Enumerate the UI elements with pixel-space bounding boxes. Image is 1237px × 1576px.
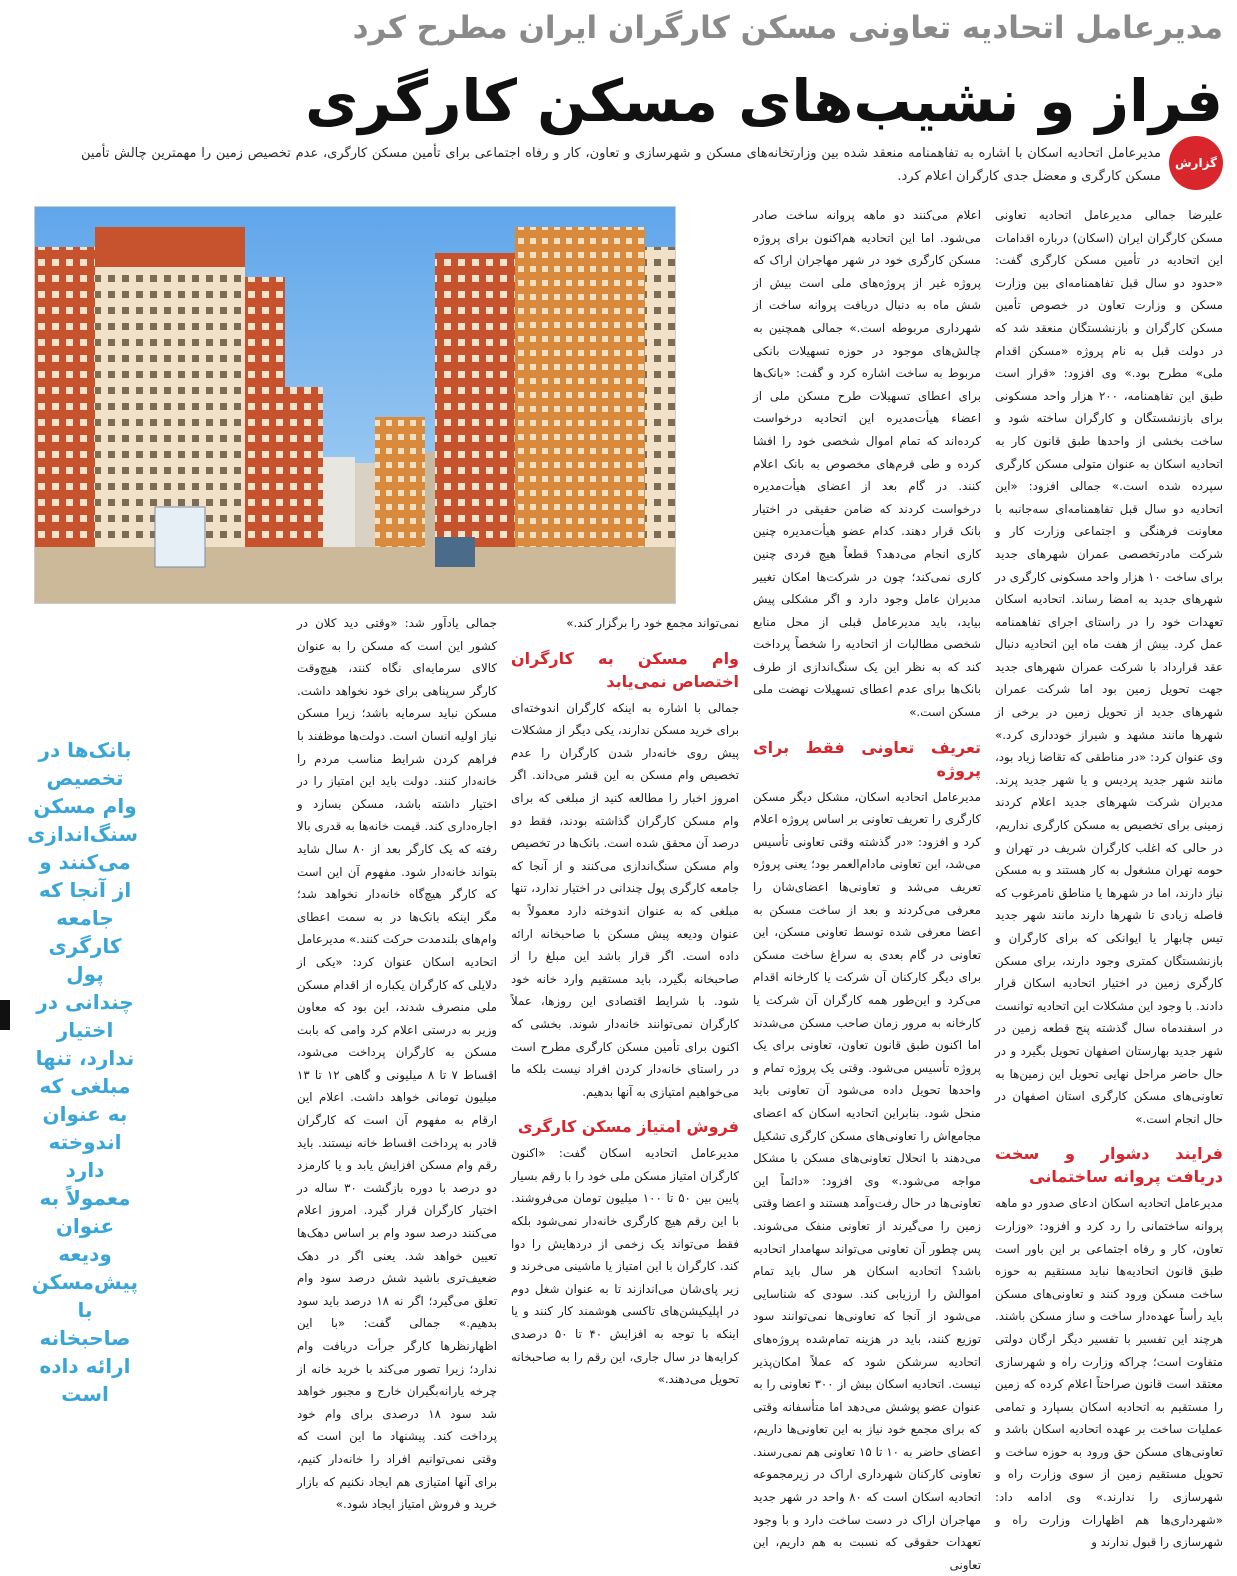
buildings-illustration xyxy=(35,207,675,603)
body-paragraph: مدیرعامل اتحادیه اسکان، مشکل دیگر مسکن کارگری را تعریف تعاونی بر اساس پروژه اعلام کرد و افزود: «در گذشته وقتی تعاونی تأسیس می‌شد، این تعاونی مادام‌العمر بود؛ یعنی پروژه تعریف می‌شد و تعاونی‌ها اعضای‌شان را معرفی می‌کردند و بعد از ساخت مسکن به اعضا معرفی شده توسط تعاونی مسکن، این تعاونی در گام بعدی به سراغ ساخت مسکن برای دیگر کارکنان آن شرکت یا کارخانه اقدام می‌کرد و این‌طور همه کارگران آن شرکت یا کارخانه به مرور زمان صاحب مسکن می‌شدند اما اکنون طبق قانون تعاون، تعاونی برای یک پروژه تأسیس می‌شود. وقتی یک پروژه تمام و واحدها تحویل داده می‌شود آن تعاونی باید منحل شود. بنابراین اتحادیه اسکان که اعضای مجامع‌اش را تعاونی‌های مسکن کارگری تشکیل می‌دهند با انحلال تعاونی‌های مسکن با مشکل مواجه می‌شود.» وی افزود: «دائماً این تعاونی‌ها در حال رفت‌وآمد هستند و اعضا وقتی زمین را می‌گیرند از تعاونی منفک می‌شوند. پس چطور آن تعاونی می‌تواند سهامدار اتحادیه باشد؟ اتحادیه اسکان هر سال باید تمام اموالش را ارزیابی کند. سودی که شناسایی می‌شود از آنجا که تعاونی‌ها نمی‌توانند سود توزیع کنند، باید در هزینه تمام‌شده پروژه‌های اتحادیه سرشکن شود که عملاً امکان‌پذیر نیست. اتحادیه اسکان بیش از ۳۰۰ تعاونی را به عنوان عضو پوشش می‌دهد اما متأسفانه وقتی که برای مجمع خود نیاز به این تعاونی‌ها داریم، اعضای حاضر به ۱۰ تا ۱۵ تعاونی هم نمی‌رسند. تعاونی کارکنان شهرداری اراک در زیرمجموعه اتحادیه اسکان است که ۸۰ واحد در شهر جدید مهاجران اراک در دست ساخت دارد و با وجود تعهدات حقوقی که نسبت به هم داریم، این تعاونی xyxy=(753,789,982,1572)
body-paragraph: اعلام می‌کنند دو ماهه پروانه ساخت صادر می‌شود. اما این اتحادیه هم‌اکنون برای پروژه مسکن کارگری خود در شهر مهاجران اراک که پروژه غیر از پروژه‌های ملی است بیش از شش ماه به دنبال دریافت پروانه ساخت از شهرداری مربوطه است.» جمالی همچنین به چالش‌های موجود در حوزه تسهیلات بانکی مربوط به ساخت اشاره کرد و گفت: «بانک‌ها برای اعطای تسهیلات طرح مسکن ملی از اعضاء هیأت‌مدیره این اتحادیه درخواست کرده‌اند که تمام اموال شخصی خود را افشا کرده و طی فرم‌های مخصوص به بانک اعلام کنند. در گام بعد از اعضای هیأت‌مدیره درخواست کردند که ضامن حقیقی در اختیار بانک قرار دهند. کدام عضو هیأت‌مدیره چنین کاری انجام می‌دهد؟ قطعاً هیچ فردی چنین کاری نمی‌کند؛ چون در شرکت‌ها امکان تغییر مدیران عامل وجود دارد و اگر مشکلی پیش بیاید، باید مدیرعامل قبلی از محل منابع شخصی مطالبات از اتحادیه را شخصاً پرداخت کند که به نظر این یک سنگ‌اندازی از طرف بانک‌ها برای عدم اعطای تسهیلات نهضت ملی مسکن است.» xyxy=(753,208,981,720)
edge-mark xyxy=(0,1000,10,1030)
subheading: وام مسکن به کارگران اختصاص نمی‌یابد xyxy=(511,648,739,691)
column-4 xyxy=(297,612,497,1512)
body-paragraph: جمالی با اشاره به اینکه کارگران اندوخته‌ای برای خرید مسکن ندارند، یکی دیگر از مشکلات پیش روی خانه‌دار شدن کارگران را عدم تخصیص وام مسکن به این قشر می‌داند. اگر امروز اخبار را مطالعه کنید از مبلغی که برای وام مسکن کارگران گذاشته بودند، فقط دو درصد آن محقق شده است. بانک‌ها در تخصیص وام مسکن سنگ‌اندازی می‌کنند و از آنجا که جامعه کارگری پول چندانی در اختیار ندارد، تنها مبلغی که به عنوان اندوخته دارد معمولاً به عنوان ودیعه پیش مسکن با صاحبخانه ارائه داده است. اگر قرار باشد این مبلغ را از صاحبخانه بگیرد، باید مستقیم وارد خانه خود شود. با شرایط اقتصادی این روزها، عملاً کارگران نمی‌توانند خانه‌دار شوند. بخشی که اکنون برای تأمین مسکن کارگری مطرح است در راستای خانه‌دار کردن افراد نیست بلکه ما می‌خواهیم امتیازی به آنها بدهیم. xyxy=(511,700,739,1099)
column-1 xyxy=(995,204,1223,1550)
column-3 xyxy=(511,612,739,1387)
lead-paragraph: مدیرعامل اتحادیه اسکان با اشاره به تفاهمنامه منعقد شده بین وزارتخانه‌های مسکن و شهرسازی و تعاون، کار و رفاه اجتماعی برای تأمین مسکن کارگری، عدم تخصیص زمین را مهمترین چالش تأمین مسکن کارگری و معضل جدی کارگران اعلام کرد. xyxy=(81,146,1161,184)
body-paragraph: نمی‌تواند مجمع خود را برگزار کند.» xyxy=(566,616,739,630)
kicker: مدیرعامل اتحادیه تعاونی مسکن کارگران ایران مطرح کرد xyxy=(352,10,1223,46)
subheading: فرایند دشوار و سخت دریافت پروانه ساختمانی xyxy=(995,1144,1223,1187)
body-paragraph: علیرضا جمالی مدیرعامل اتحادیه تعاونی مسکن کارگران ایران (اسکان) درباره اقدامات این اتحادیه در تأمین مسکن کارگری گفت: «حدود دو سال قبل تفاهمنامه‌ای بین وزارت مسکن و وزارت تعاون در خصوص تأمین مسکن کارگران و بازنشستگان منعقد شد که در دولت قبل به نام پروژه «مسکن اقدام ملی» مطرح بود.» وی افزود: «قرار است طبق این تفاهمنامه، ۲۰۰ هزار واحد مسکونی برای بازنشستگان و کارگران ساخته شود و ساخت بخشی از واحدها طبق قانون کار به اتحادیه اسکان به عنوان متولی مسکن کارگری سپرده شده است.» جمالی افزود: «این اتحادیه دو سال قبل تفاهمنامه‌ای سه‌جانبه با معاونت فرهنگی و اجتماعی وزارت کار و شرکت مادرتخصصی عمران شهرهای جدید برای ساخت ۱۰ هزار واحد مسکونی کارگری در شهرهای جدید به امضا رساند. اتحادیه اسکان تعهدات خود را در راستای اجرای تفاهمنامه عمل کرد. بیش از هفت ماه این اتحادیه دنبال عقد قرارداد با شرکت عمران شهرهای جدید جهت تحویل زمین بود اما شرکت عمران شهرهای جدید از تحویل زمین در برخی از شهرها مانند مشهد و شیراز خودداری کرد.» وی عنوان کرد: «در مناطقی که تقاضا زیاد بود، مانند شهر جدید پردیس و یا شهر جدید پرند. مدیران شرکت شهرهای جدید اعلام کردند زمینی برای تخصیص به مسکن کارگری نداریم، در حالی که اغلب کارگران شریف در تهران و حومه تهران مشغول به کار هستند و به مسکن نیاز دارند، اما در شهرها یا مناطق نامرغوب که فاصله زیادی تا شهرها دارند مانند شهر جدید تیس چابهار یا ایوانکی که برای کارگران و بازنشستگان کمتری وجود دارند، برای مسکن کارگری زمین در اختیار اتحادیه اسکان قرار دادند. با وجود این مشکلات این اتحادیه توانست در اسفندماه سال گذشته پنج قطعه زمین در شهر جدید بهارستان اصفهان تحویل بگیرد و در حال حاضر مراحل نهایی تحویل این زمین‌ها به تعاونی‌های مسکن کارگری استان اصفهان در حال انجام است.» xyxy=(995,208,1223,1126)
report-badge: گزارش xyxy=(1169,136,1223,190)
buildings-photo xyxy=(34,206,676,604)
body-paragraph: جمالی یادآور شد: «وقتی دید کلان در کشور این است که مسکن را به عنوان کالای سرمایه‌ای نگاه کنند، هیچ‌وقت کارگر سرپناهی برای خود نخواهد داشت. مسکن نباید سرمایه باشد؛ زیرا مسکن نیاز اولیه انسان است. دولت‌ها موظفند با فراهم کردن شرایط مناسب مردم را خانه‌دار کنند. دولت باید این امتیاز را در اختیار داشته باشد، مسکن بسازد و اجاره‌داری کند. قیمت خانه‌ها به قدری بالا رفته که یک کارگر بعد از ۸۰ سال شاید بتواند خانه‌دار شود. مفهوم آن این است که کارگر هیچ‌گاه خانه‌دار نخواهد شد؛ مگر اینکه بانک‌ها در به سمت اعطای وام‌های بلندمدت حرکت کنند.» مدیرعامل اتحادیه اسکان عنوان کرد: «یکی از دلایلی که کارگران یکباره از اقدام مسکن ملی منصرف شدند، این بود که معاون وزیر به درستی اعلام کرد وامی که بابت مسکن به کارگران پرداخت می‌شود، اقساط ۷ تا ۸ میلیونی و گاهی ۱۲ تا ۱۳ میلیون تومانی خواهد داشت. اعلام این ارقام به مفهوم آن است که کارگران قادر به پرداخت اقساط خانه نیستند. باید رقم وام مسکن افزایش یابد و یا کارمزد دو درصد با دوره بازگشت ۳۰ ساله در اختیار کارگران قرار گیرد. امروز اعلام می‌کنند درصد سود وام بر اساس دهک‌ها تعیین خواهد شد. یعنی اگر در دهک ضعیف‌تری باشید شش درصد سود وام تعلق می‌گیرد؛ اگر نه ۱۸ درصد باید سود بدهیم.» جمالی گفت: «با این اظهارنظرها کارگر جرأت دریافت وام ندارد؛ زیرا تصور می‌کند با خرید خانه از چرخه یارانه‌بگیران خارج و مجبور خواهد شد سود ۱۸ درصدی برای وام خود پرداخت کند. پیشنهاد ما این است که وقتی نمی‌توانیم افراد را خانه‌دار کنیم، برای آنها امتیازی هم ایجاد نکنیم که بازار خرید و فروش امتیاز ایجاد شود.» xyxy=(297,616,497,1512)
subheading: فروش امتیاز مسکن کارگری xyxy=(517,1117,739,1137)
headline: فراز و نشیب‌های مسکن کارگری xyxy=(305,67,1223,135)
pull-quote: بانک‌ها در تخصیص وام مسکن سنگ‌اندازی می‌کنند و از آنجا که جامعه کارگری پول چندانی در اختیار ندارد، تنها مبلغی که به عنوان اندوخته دارد معمولاً به عنوان ودیعه پیش‌مسکن با صاحبخانه ارائه داده است xyxy=(27,738,138,1406)
body-paragraph: مدیرعامل اتحادیه اسکان گفت: «اکنون کارگران امتیاز مسکن ملی خود را با رقم بسیار پایین بین ۵۰ تا ۱۰۰ میلیون تومان می‌فروشند. با این رقم هیچ کارگری خانه‌دار نمی‌شود بلکه فقط می‌تواند یک زخمی از دردهایش را دوا کند. کارگران با این امتیاز یا ماشینی می‌خرند و زیر پای‌شان می‌اندازند تا به عنوان شغل دوم در اپلیکیشن‌های تاکسی هوشمند کار کنند و یا اینکه با توجه به افزایش ۴۰ تا ۵۰ درصدی کرایه‌ها در سال جاری، این رقم را به صاحبخانه تحویل می‌دهند.» xyxy=(511,1146,739,1387)
body-paragraph: مدیرعامل اتحادیه اسکان ادعای صدور دو ماهه پروانه ساختمانی را رد کرد و افزود: «وزارت تعاون، کار و رفاه اجتماعی بر این باور است طبق قانون اتحادیه‌ها نباید مستقیم به حوزه ساخت مسکن ورود کنند و تعاونی‌های مسکن باید رأساً عهده‌دار ساخت و ساز مسکن باشند. هرچند این تفسیر با تفسیر دیگر ارگان دولتی متفاوت است؛ چراکه وزارت راه و شهرسازی معتقد است قانون صراحتاً اعلام کرده که زمین را مستقیم به اتحادیه اسکان بسپارد و تمامی عملیات ساخت بر عهده اتحادیه اسکان باشد و تعاونی‌های مسکن حق ورود به حوزه ساخت و تحویل مستقیم زمین از سوی وزارت راه و شهرسازی را ندارند.» وی ادامه داد: «شهرداری‌ها هم اظهارات وزارت راه و شهرسازی را قبول ندارند و xyxy=(995,1196,1223,1550)
subheading: تعریف تعاونی فقط برای پروژه xyxy=(753,737,981,780)
column-2 xyxy=(753,204,982,1572)
